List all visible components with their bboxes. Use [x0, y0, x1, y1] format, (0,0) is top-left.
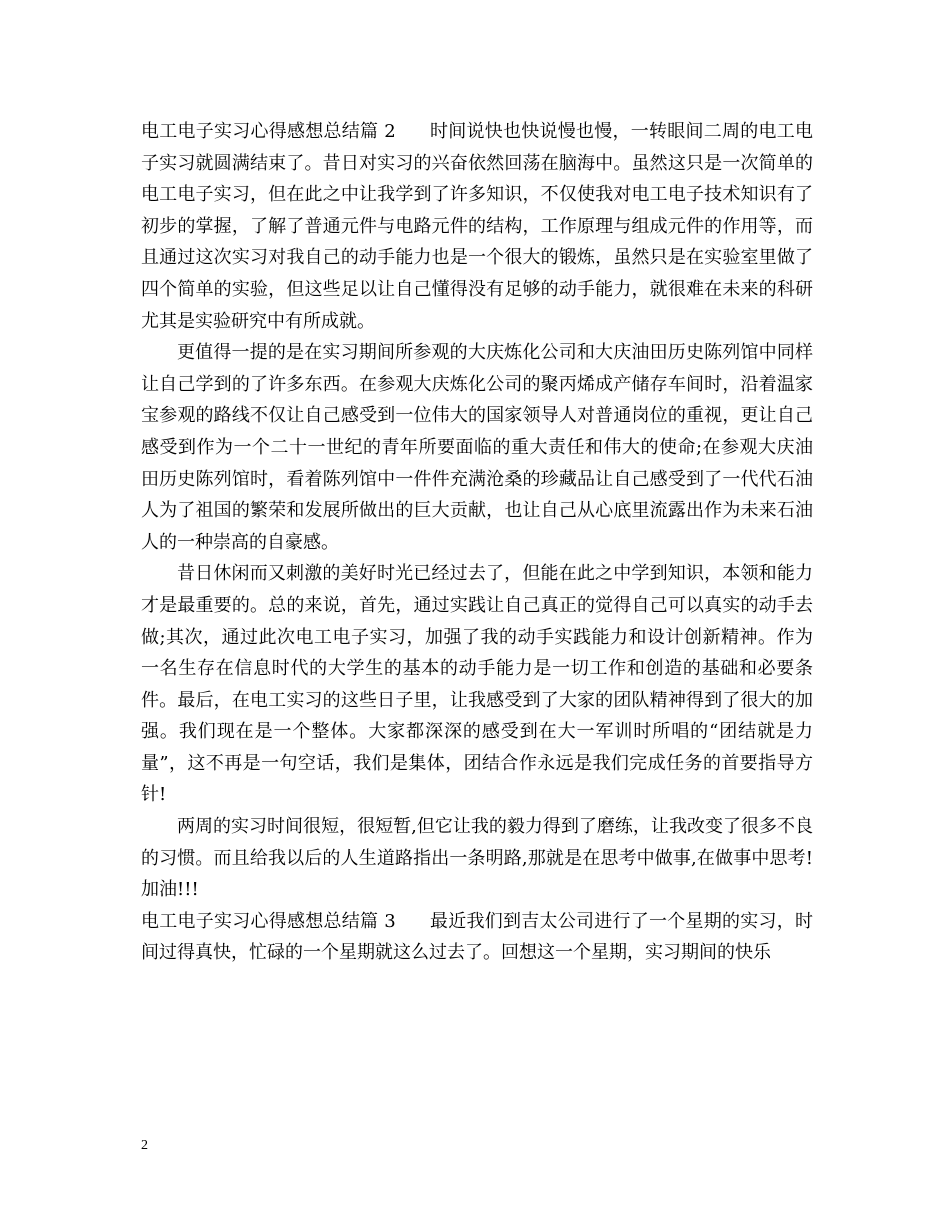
section-2-heading: 电工电子实习心得感想总结篇 2 [141, 121, 396, 142]
section-3-heading: 电工电子实习心得感想总结篇 3 [141, 910, 396, 932]
paragraph-text: 最近我们到吉太公司进行了一个星期的实习，时间过得真快，忙碌的一个星期就这么过去了。回想这一个星期，实习期间的快乐 [141, 910, 813, 964]
paragraph: 昔日休闲而又刺激的美好时光已经过去了，但能在此之中学到知识，本领和能力才是最重要的。总的来说，首先，通过实践让自己真正的觉得自己可以真实的动手去做;其次，通过此次电工电子实习，加强了我的动手实践能力和设计创新精神。作为一名生存在信息时代的大学生的基本的动手能力是一切工作和创造的基础和必要条件。最后，在电工实习的这些日子里，让我感受到了大家的团队精神得到了很大的加强。我们现在是一个整体。大家都深深的感受到在大一军训时所唱的“团结就是力量”，这不再是一句空话，我们是集体，团结合作永远是我们完成任务的首要指导方针! [141, 563, 813, 806]
paragraph: 两周的实习时间很短，很短暂,但它让我的毅力得到了磨练，让我改变了很多不良的习惯。而且给我以后的人生道路指出一条明路,那就是在思考中做事,在做事中思考!加油!!! [141, 816, 813, 901]
page-number: 2 [141, 1138, 148, 1153]
paragraph-text: 时间说快也快说慢也慢，一转眼间二周的电工电子实习就圆满结束了。昔日对实习的兴奋依然回荡在脑海中。虽然这只是一次简单的电工电子实习，但在此之中让我学到了许多知识，不仅使我对电工电子技术知识有了初步的掌握，了解了普通元件与电路元件的结构，工作原理与组成元件的作用等，而且通过这次实习对我自己的动手能力也是一个很大的锻炼，虽然只是在实验室里做了四个简单的实验，但这些足以让自己懂得没有足够的动手能力，就很难在未来的科研尤其是实验研究中有所成就。 [141, 121, 813, 332]
paragraph: 更值得一提的是在实习期间所参观的大庆炼化公司和大庆油田历史陈列馆中同样让自己学到的了许多东西。在参观大庆炼化公司的聚丙烯成产储存车间时，沿着温家宝参观的路线不仅让自己感受到一位伟大的国家领导人对普通岗位的重视，更让自己感受到作为一个二十一世纪的青年所要面临的重大责任和伟大的使命;在参观大庆油田历史陈列馆时，看着陈列馆中一件件充满沧桑的珍藏品让自己感受到了一代代石油人为了祖国的繁荣和发展所做出的巨大贡献，也让自己从心底里流露出作为未来石油人的一种崇高的自豪感。 [141, 342, 813, 553]
section-2-opening-paragraph [141, 116, 813, 337]
document-body [141, 116, 813, 969]
section-3-opening-paragraph [141, 906, 813, 969]
